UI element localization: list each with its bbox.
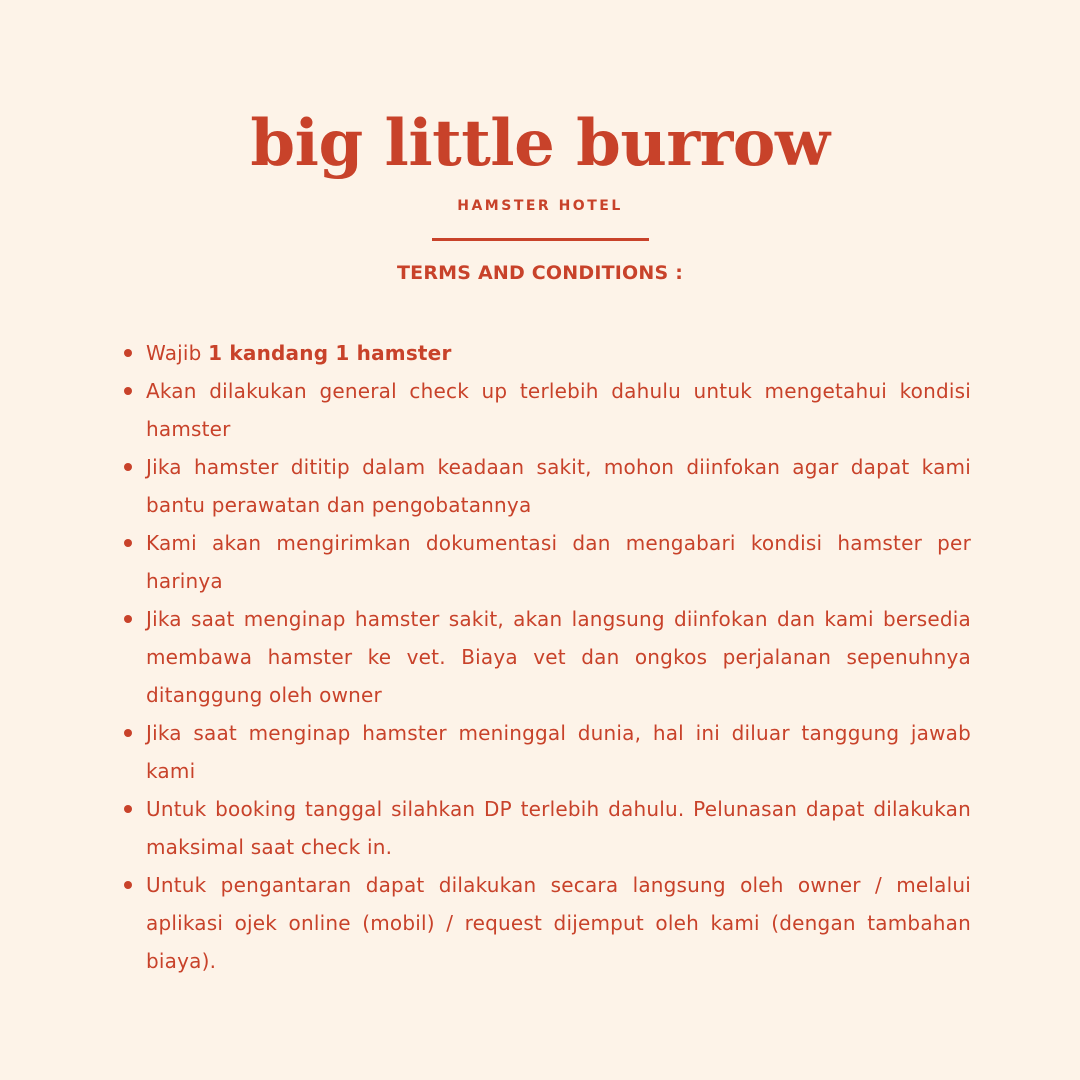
term-text: Untuk booking tanggal silahkan DP terlebih dahulu. Pelunasan dapat dilakukan maksimal saat check in. — [146, 797, 971, 859]
bullet-icon — [124, 387, 132, 395]
term-item-delivery — [146, 866, 971, 980]
term-item-booking-rule — [146, 334, 971, 372]
term-emphasis: 1 kandang 1 hamster — [208, 341, 452, 365]
term-text: Kami akan mengirimkan dokumentasi dan mengabari kondisi hamster per harinya — [146, 531, 971, 593]
title-divider — [432, 238, 649, 241]
bullet-icon — [124, 881, 132, 889]
bullet-icon — [124, 349, 132, 357]
term-prefix: Wajib — [146, 341, 209, 365]
term-item-daily-updates — [146, 524, 971, 600]
term-text: Akan dilakukan general check up terlebih dahulu untuk mengetahui kondisi hamster — [146, 379, 971, 441]
terms-list — [146, 334, 971, 980]
term-item-sick-intake — [146, 448, 971, 524]
term-text: Jika hamster dititip dalam keadaan sakit, mohon diinfokan agar dapat kami bantu perawatan dan pengobatannya — [146, 455, 971, 517]
term-text: Jika saat menginap hamster sakit, akan langsung diinfokan dan kami bersedia membawa hamster ke vet. Biaya vet dan ongkos perjalanan sepenuhnya ditanggung oleh owner — [146, 607, 971, 707]
terms-heading: TERMS AND CONDITIONS : — [397, 262, 683, 284]
bullet-icon — [124, 615, 132, 623]
brand-subtitle: HAMSTER HOTEL — [457, 198, 623, 214]
term-item-vet-care — [146, 600, 971, 714]
term-item-checkup — [146, 372, 971, 448]
term-item-deposit — [146, 790, 971, 866]
bullet-icon — [124, 463, 132, 471]
bullet-icon — [124, 729, 132, 737]
term-text: Jika saat menginap hamster meninggal dunia, hal ini diluar tanggung jawab kami — [146, 721, 971, 783]
brand-title: big little burrow — [250, 106, 830, 181]
bullet-icon — [124, 539, 132, 547]
term-item-liability — [146, 714, 971, 790]
term-text: Untuk pengantaran dapat dilakukan secara langsung oleh owner / melalui aplikasi ojek online (mobil) / request dijemput oleh kami (dengan tambahan biaya). — [146, 873, 971, 973]
bullet-icon — [124, 805, 132, 813]
